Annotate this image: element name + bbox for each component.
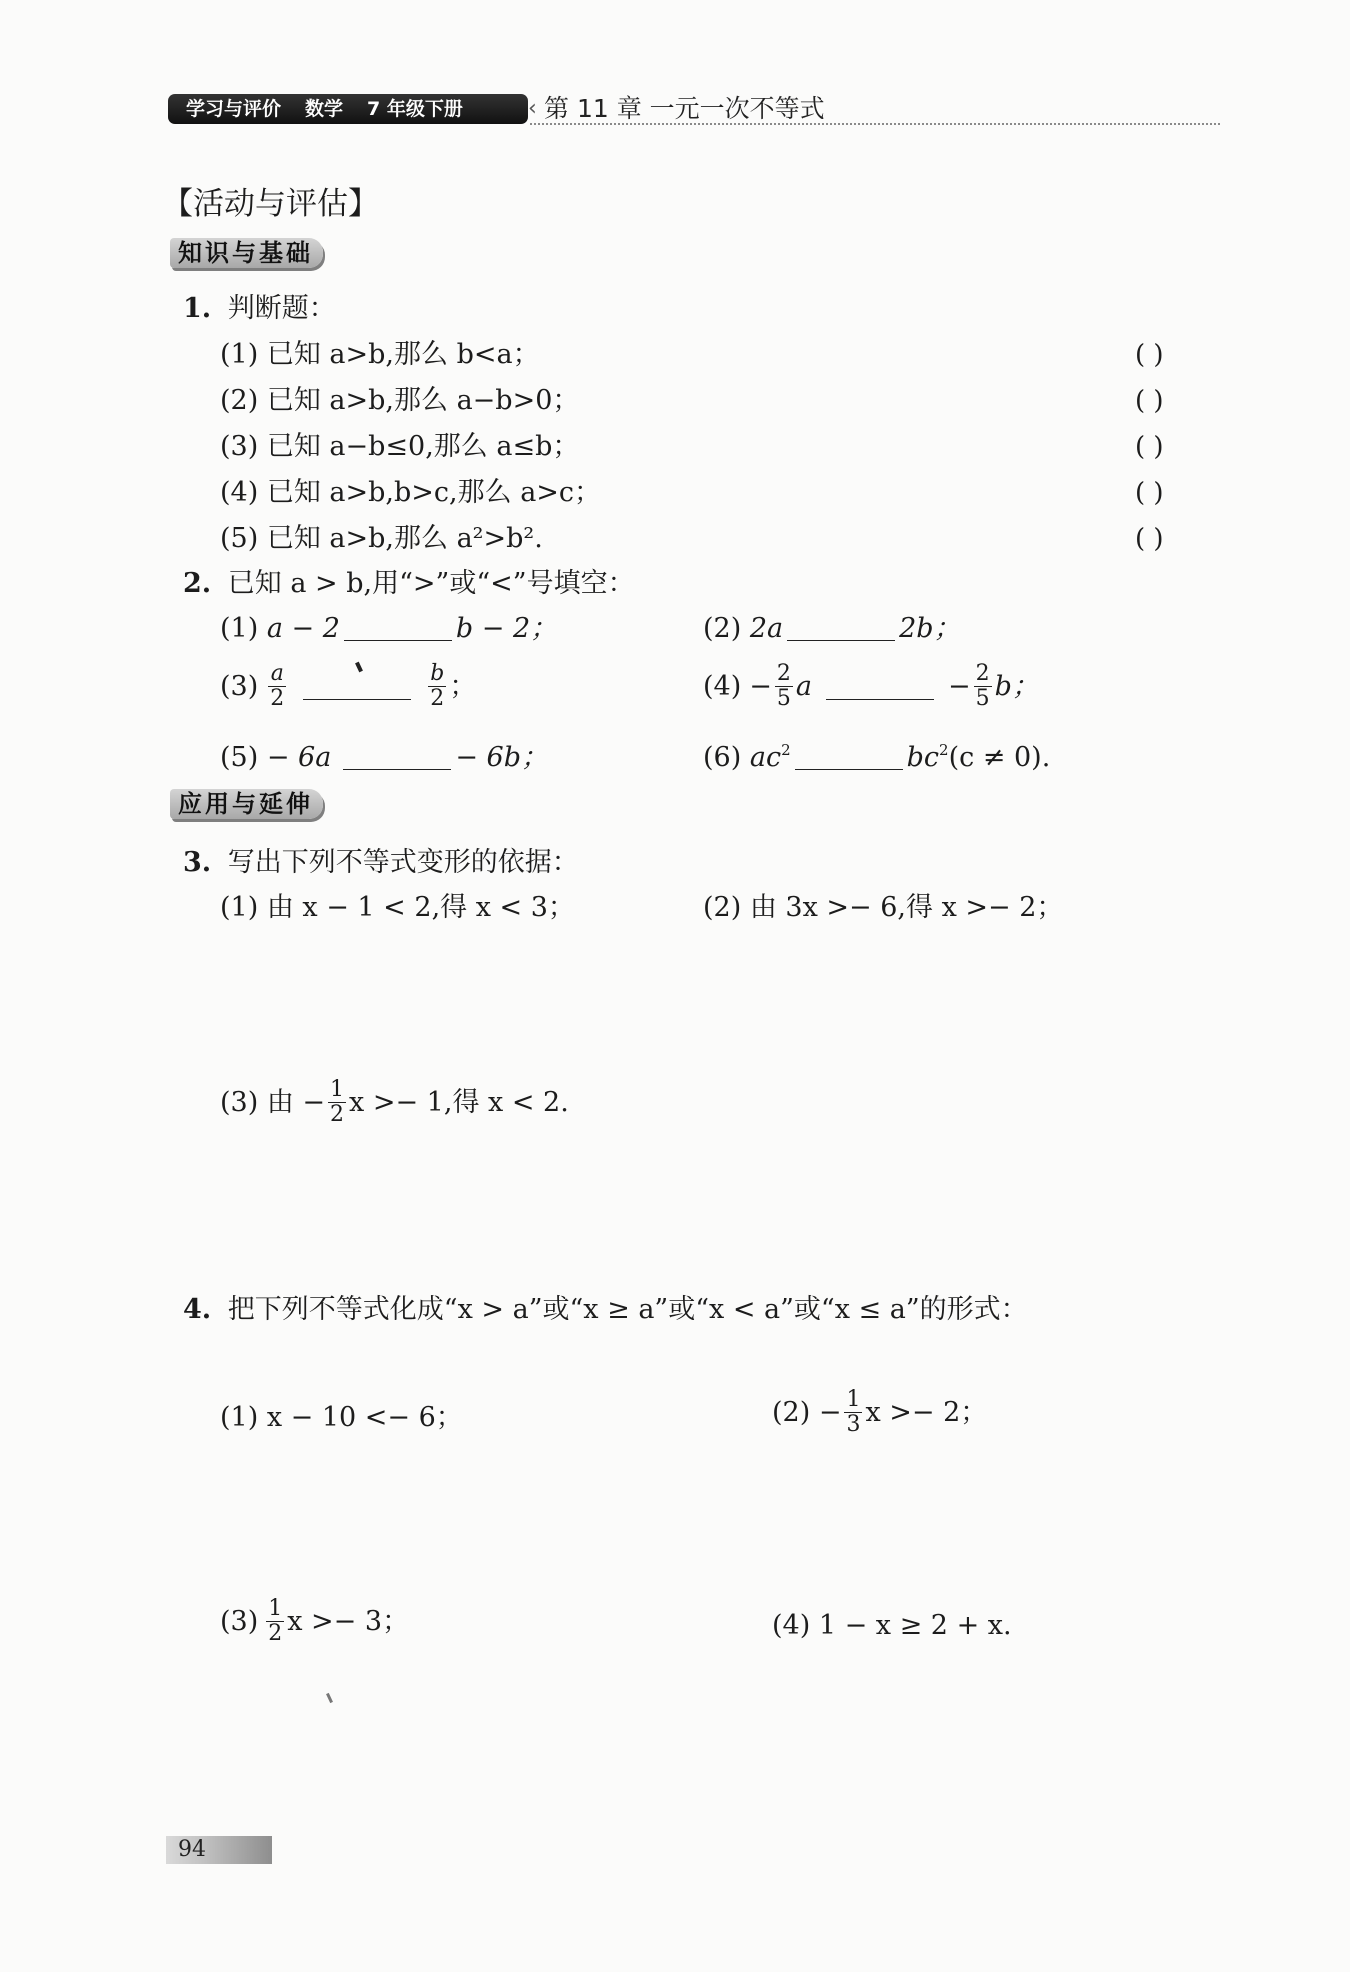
q1-item-2: (2) 已知 a>b,那么 a−b>0；	[220, 385, 580, 416]
part-label: (4)	[703, 670, 742, 702]
condition: (c ≠ 0).	[948, 742, 1051, 773]
q1-item-3: (3) 已知 a−b≤0,那么 a≤b；	[220, 431, 580, 462]
book-subject: 数学	[305, 98, 344, 120]
fraction	[844, 1388, 862, 1437]
answer-blank[interactable]	[795, 743, 903, 770]
section-tag-application: 应用与延伸	[170, 789, 323, 819]
question-3	[183, 846, 579, 880]
header-arrow-icon: ‹	[528, 96, 537, 121]
numerator: a	[270, 661, 284, 686]
expr-right: 2b；	[899, 613, 961, 644]
question-stem: 把下列不等式化成“x > a”或“x ≥ a”或“x < a”或“x ≤ a”的形式：	[227, 1294, 1028, 1325]
expr-left: ac	[749, 742, 782, 773]
expr-prefix: (3)	[220, 1605, 259, 1637]
q1-item-4: (4) 已知 a>b,b>c,那么 a>c；	[220, 477, 602, 508]
answer-paren[interactable]: ( )	[1135, 524, 1164, 554]
q4-part-1: (1) x − 10 <− 6；	[220, 1402, 463, 1433]
answer-blank[interactable]	[826, 673, 934, 700]
q2-part-4	[703, 662, 1039, 711]
numerator: 2	[975, 661, 990, 686]
q2-part-1	[220, 612, 557, 646]
answer-paren[interactable]: ( )	[1135, 340, 1164, 370]
denominator: 2	[268, 1621, 283, 1646]
q2-part-6	[703, 741, 1050, 775]
numerator: 1	[330, 1077, 345, 1102]
denominator: 5	[776, 686, 791, 711]
q4-part-3	[220, 1597, 409, 1646]
q1-item-1: (1) 已知 a>b,那么 b<a；	[220, 339, 540, 370]
minus-sign: −	[749, 670, 772, 702]
part-label: (3)	[220, 670, 259, 702]
numerator: 2	[776, 661, 791, 686]
punctuation: ；	[449, 670, 477, 702]
expr-right: − 6b；	[455, 742, 548, 773]
book-title: 学习与评价	[186, 98, 282, 120]
chapter-title: 第 11 章 一元一次不等式	[544, 94, 825, 123]
question-number: 4.	[183, 1294, 212, 1325]
fraction	[775, 662, 793, 711]
expr-suffix: x >− 3；	[287, 1605, 410, 1637]
question-2	[183, 567, 635, 601]
expr-prefix: (2) −	[772, 1396, 842, 1428]
q3-part-2: (2) 由 3x >− 6,得 x >− 2；	[703, 892, 1064, 923]
q2-part-2	[703, 612, 961, 646]
answer-blank[interactable]	[303, 673, 411, 700]
q1-item-5: (5) 已知 a>b,那么 a²>b².	[220, 523, 543, 554]
numerator: 1	[268, 1596, 283, 1621]
variable: b；	[994, 670, 1039, 702]
part-label: (1)	[220, 613, 259, 644]
expr-suffix: x >− 1,得 x < 2.	[349, 1086, 569, 1118]
q3-part-1: (1) 由 x − 1 < 2,得 x < 3；	[220, 892, 575, 923]
part-label: (2)	[703, 613, 742, 644]
denominator: 5	[975, 686, 990, 711]
denominator: 2	[270, 686, 285, 711]
question-stem: 已知 a > b,用“>”或“<”号填空：	[227, 568, 635, 599]
fraction	[328, 1078, 346, 1127]
expr-left: a − 2	[266, 613, 340, 644]
q3-part-3	[220, 1078, 569, 1127]
answer-blank[interactable]	[344, 614, 452, 641]
fraction	[268, 662, 286, 711]
answer-paren[interactable]: ( )	[1135, 478, 1164, 508]
activity-title: 【活动与评估】	[162, 186, 379, 222]
question-number: 2.	[183, 568, 212, 599]
expr-right: b − 2；	[455, 613, 558, 644]
denominator: 2	[330, 1102, 345, 1127]
expr-left: 2a	[749, 613, 784, 644]
scan-mark	[326, 1693, 333, 1703]
numerator: b	[430, 661, 445, 686]
answer-blank[interactable]	[787, 614, 895, 641]
section-tag-basics: 知识与基础	[170, 238, 323, 268]
question-stem: 写出下列不等式变形的依据：	[227, 847, 579, 878]
expr-prefix: (3) 由 −	[220, 1086, 326, 1118]
superscript: 2	[939, 741, 949, 759]
denominator: 2	[430, 686, 445, 711]
variable: a	[795, 670, 812, 702]
numerator: 1	[846, 1387, 861, 1412]
header-rule	[530, 123, 1220, 125]
expr-suffix: x >− 2；	[865, 1396, 988, 1428]
book-series-badge	[168, 94, 528, 124]
question-4	[183, 1293, 1028, 1327]
expr-right: bc	[906, 742, 940, 773]
answer-blank[interactable]	[343, 743, 451, 770]
question-number: 3.	[183, 847, 212, 878]
question-number: 1.	[183, 293, 212, 324]
book-grade: 7 年级下册	[367, 98, 463, 120]
answer-paren[interactable]: ( )	[1135, 386, 1164, 416]
minus-sign: −	[947, 670, 971, 702]
question-1	[183, 292, 336, 326]
fraction	[428, 662, 446, 711]
page-number: 94	[178, 1837, 206, 1862]
fraction	[974, 662, 992, 711]
q2-part-3	[220, 662, 476, 711]
q4-part-4: (4) 1 − x ≥ 2 + x.	[772, 1610, 1012, 1641]
q4-part-2	[772, 1388, 987, 1437]
part-label: (6)	[703, 742, 742, 773]
answer-paren[interactable]: ( )	[1135, 432, 1164, 462]
denominator: 3	[846, 1412, 861, 1437]
superscript: 2	[781, 741, 791, 759]
part-label: (5)	[220, 742, 259, 773]
q2-part-5	[220, 741, 548, 775]
fraction	[266, 1597, 284, 1646]
expr-left: − 6a	[266, 742, 332, 773]
question-stem: 判断题：	[227, 293, 336, 324]
